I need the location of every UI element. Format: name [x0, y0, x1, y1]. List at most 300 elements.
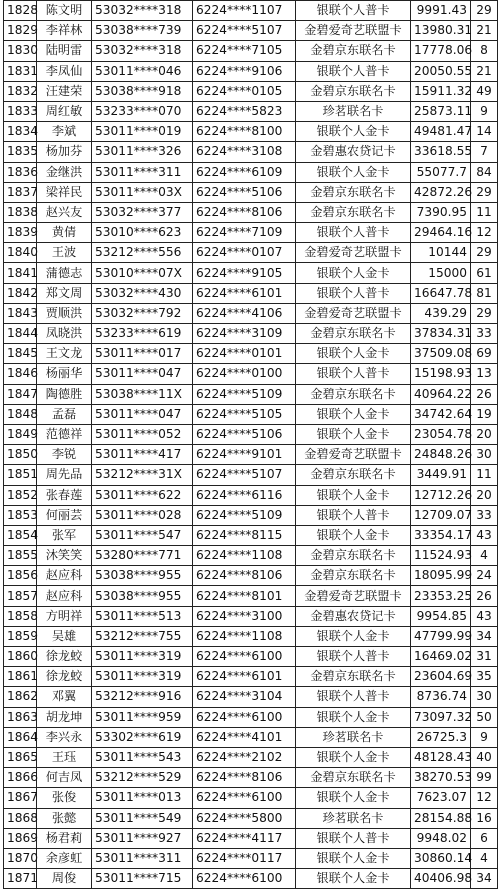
holder-name-cell: 张军 [37, 525, 92, 545]
amount-cell: 439.29 [411, 303, 471, 323]
row-number-cell: 1830 [4, 41, 37, 61]
amount-cell: 13980.31 [411, 21, 471, 41]
count-cell: 30 [471, 445, 498, 465]
table-row [4, 788, 498, 808]
row-number-cell: 1867 [4, 788, 37, 808]
card-type-cell: 银联个人金卡 [296, 626, 411, 646]
holder-name-cell: 赵应科 [37, 566, 92, 586]
card-type-cell: 金碧京东联名卡 [296, 182, 411, 202]
amount-cell: 16469.02 [411, 647, 471, 667]
row-number-cell: 1871 [4, 869, 37, 889]
holder-name-cell: 李凤仙 [37, 61, 92, 81]
id-number-cell: 53011****052 [92, 424, 193, 444]
holder-name-cell: 胡龙坤 [37, 707, 92, 727]
card-type-cell: 珍茗联名卡 [296, 101, 411, 121]
count-cell: 61 [471, 263, 498, 283]
row-number-cell: 1863 [4, 707, 37, 727]
card-number-cell: 6224****6101 [193, 667, 296, 687]
row-number-cell: 1839 [4, 223, 37, 243]
card-number-cell: 6224****5105 [193, 404, 296, 424]
card-type-cell: 金碧京东联名卡 [296, 384, 411, 404]
id-number-cell: 53011****013 [92, 788, 193, 808]
amount-cell: 42872.26 [411, 182, 471, 202]
card-type-cell: 金碧京东联名卡 [296, 768, 411, 788]
table-row [4, 465, 498, 485]
amount-cell: 38270.53 [411, 768, 471, 788]
table-row [4, 182, 498, 202]
amount-cell: 23353.25 [411, 586, 471, 606]
card-number-cell: 6224****9106 [193, 61, 296, 81]
amount-cell: 30860.14 [411, 848, 471, 868]
card-number-cell: 6224****5107 [193, 21, 296, 41]
id-number-cell: 53011****311 [92, 162, 193, 182]
holder-name-cell: 李斌 [37, 122, 92, 142]
row-number-cell: 1854 [4, 525, 37, 545]
holder-name-cell: 周先品 [37, 465, 92, 485]
id-number-cell: 53011****319 [92, 647, 193, 667]
card-number-cell: 6224****0105 [193, 81, 296, 101]
amount-cell: 33354.17 [411, 525, 471, 545]
holder-name-cell: 王波 [37, 243, 92, 263]
card-number-cell: 6224****6116 [193, 485, 296, 505]
table-row [4, 768, 498, 788]
id-number-cell: 53011****311 [92, 848, 193, 868]
card-type-cell: 金碧爱奇艺联盟卡 [296, 586, 411, 606]
count-cell: 12 [471, 223, 498, 243]
card-number-cell: 6224****1107 [193, 1, 296, 21]
card-type-cell: 金碧爱奇艺联盟卡 [296, 303, 411, 323]
count-cell: 4 [471, 546, 498, 566]
amount-cell: 16647.78 [411, 283, 471, 303]
card-number-cell: 6224****6109 [193, 162, 296, 182]
amount-cell: 33618.55 [411, 142, 471, 162]
count-cell: 9 [471, 727, 498, 747]
holder-name-cell: 方明祥 [37, 606, 92, 626]
amount-cell: 12712.26 [411, 485, 471, 505]
card-type-cell: 银联个人金卡 [296, 525, 411, 545]
amount-cell: 15000 [411, 263, 471, 283]
card-number-cell: 6224****6101 [193, 283, 296, 303]
count-cell: 21 [471, 61, 498, 81]
table-row [4, 707, 498, 727]
card-number-cell: 6224****9101 [193, 445, 296, 465]
card-type-cell: 金碧爱奇艺联盟卡 [296, 445, 411, 465]
table-row [4, 41, 498, 61]
amount-cell: 25873.11 [411, 101, 471, 121]
row-number-cell: 1832 [4, 81, 37, 101]
count-cell: 20 [471, 424, 498, 444]
row-number-cell: 1862 [4, 687, 37, 707]
count-cell: 33 [471, 324, 498, 344]
card-number-cell: 6224****0107 [193, 243, 296, 263]
row-number-cell: 1868 [4, 808, 37, 828]
id-number-cell: 53032****318 [92, 1, 193, 21]
table-row [4, 546, 498, 566]
row-number-cell: 1858 [4, 606, 37, 626]
count-cell: 21 [471, 21, 498, 41]
table-row [4, 647, 498, 667]
card-number-cell: 6224****0117 [193, 848, 296, 868]
id-number-cell: 53038****739 [92, 21, 193, 41]
holder-name-cell: 徐龙蛟 [37, 647, 92, 667]
row-number-cell: 1840 [4, 243, 37, 263]
id-number-cell: 53011****959 [92, 707, 193, 727]
count-cell: 4 [471, 848, 498, 868]
row-number-cell: 1859 [4, 626, 37, 646]
card-type-cell: 金碧京东联名卡 [296, 81, 411, 101]
table-row [4, 101, 498, 121]
holder-name-cell: 杨丽华 [37, 364, 92, 384]
holder-name-cell: 赵兴友 [37, 202, 92, 222]
id-number-cell: 53011****715 [92, 869, 193, 889]
table-row [4, 384, 498, 404]
count-cell: 40 [471, 747, 498, 767]
count-cell: 29 [471, 303, 498, 323]
count-cell: 13 [471, 364, 498, 384]
row-number-cell: 1841 [4, 263, 37, 283]
amount-cell: 20050.55 [411, 61, 471, 81]
count-cell: 49 [471, 81, 498, 101]
holder-name-cell: 汪建荣 [37, 81, 92, 101]
holder-name-cell: 张懿 [37, 808, 92, 828]
card-type-cell: 银联个人普卡 [296, 283, 411, 303]
id-number-cell: 53302****619 [92, 727, 193, 747]
table-row [4, 404, 498, 424]
id-number-cell: 53010****07X [92, 263, 193, 283]
table-row [4, 303, 498, 323]
table-row [4, 344, 498, 364]
amount-cell: 17778.06 [411, 41, 471, 61]
holder-name-cell: 李兴永 [37, 727, 92, 747]
count-cell: 16 [471, 808, 498, 828]
amount-cell: 23054.78 [411, 424, 471, 444]
row-number-cell: 1834 [4, 122, 37, 142]
id-number-cell: 53011****017 [92, 344, 193, 364]
card-number-cell: 6224****8100 [193, 122, 296, 142]
card-number-cell: 6224****3109 [193, 324, 296, 344]
table-row [4, 485, 498, 505]
card-number-cell: 6224****3104 [193, 687, 296, 707]
amount-cell: 7623.07 [411, 788, 471, 808]
row-number-cell: 1845 [4, 344, 37, 364]
row-number-cell: 1835 [4, 142, 37, 162]
card-number-cell: 6224****5823 [193, 101, 296, 121]
card-number-cell: 6224****5109 [193, 384, 296, 404]
card-type-cell: 金碧京东联名卡 [296, 324, 411, 344]
amount-cell: 40406.98 [411, 869, 471, 889]
count-cell: 11 [471, 465, 498, 485]
amount-cell: 12709.07 [411, 505, 471, 525]
id-number-cell: 53233****070 [92, 101, 193, 121]
holder-name-cell: 范德祥 [37, 424, 92, 444]
amount-cell: 29464.16 [411, 223, 471, 243]
count-cell: 26 [471, 384, 498, 404]
row-number-cell: 1842 [4, 283, 37, 303]
amount-cell: 15911.32 [411, 81, 471, 101]
amount-cell: 9948.02 [411, 828, 471, 848]
card-type-cell: 金碧爱奇艺联盟卡 [296, 21, 411, 41]
holder-name-cell: 何丽芸 [37, 505, 92, 525]
row-number-cell: 1847 [4, 384, 37, 404]
holder-name-cell: 王文龙 [37, 344, 92, 364]
id-number-cell: 53032****792 [92, 303, 193, 323]
id-number-cell: 53038****11X [92, 384, 193, 404]
id-number-cell: 53212****755 [92, 626, 193, 646]
card-number-cell: 6224****5106 [193, 182, 296, 202]
count-cell: 9 [471, 101, 498, 121]
row-number-cell: 1828 [4, 1, 37, 21]
row-number-cell: 1864 [4, 727, 37, 747]
holder-name-cell: 吴雄 [37, 626, 92, 646]
row-number-cell: 1855 [4, 546, 37, 566]
row-number-cell: 1837 [4, 182, 37, 202]
table-row [4, 263, 498, 283]
holder-name-cell: 王珏 [37, 747, 92, 767]
holder-name-cell: 梁祥民 [37, 182, 92, 202]
amount-cell: 10144 [411, 243, 471, 263]
card-type-cell: 银联个人金卡 [296, 747, 411, 767]
holder-name-cell: 徐龙蛟 [37, 667, 92, 687]
holder-name-cell: 何吉凤 [37, 768, 92, 788]
card-type-cell: 金碧京东联名卡 [296, 667, 411, 687]
amount-cell: 11524.93 [411, 546, 471, 566]
card-number-cell: 6224****5107 [193, 465, 296, 485]
row-number-cell: 1831 [4, 61, 37, 81]
count-cell: 50 [471, 707, 498, 727]
count-cell: 14 [471, 122, 498, 142]
holder-name-cell: 陈文明 [37, 1, 92, 21]
card-number-cell: 6224****8106 [193, 202, 296, 222]
amount-cell: 8736.74 [411, 687, 471, 707]
id-number-cell: 53011****03X [92, 182, 193, 202]
id-number-cell: 53038****955 [92, 566, 193, 586]
card-number-cell: 6224****5109 [193, 505, 296, 525]
card-number-cell: 6224****6100 [193, 707, 296, 727]
table-row [4, 606, 498, 626]
id-number-cell: 53212****31X [92, 465, 193, 485]
card-type-cell: 银联个人普卡 [296, 687, 411, 707]
card-type-cell: 金碧爱奇艺联盟卡 [296, 243, 411, 263]
holder-name-cell: 赵应科 [37, 586, 92, 606]
card-number-cell: 6224****6100 [193, 647, 296, 667]
table-row [4, 687, 498, 707]
row-number-cell: 1857 [4, 586, 37, 606]
card-type-cell: 金碧惠农贷记卡 [296, 606, 411, 626]
card-number-cell: 6224****6100 [193, 788, 296, 808]
amount-cell: 55077.7 [411, 162, 471, 182]
id-number-cell: 53212****529 [92, 768, 193, 788]
card-number-cell: 6224****6100 [193, 869, 296, 889]
card-number-cell: 6224****0101 [193, 344, 296, 364]
table-row [4, 1, 498, 21]
holder-name-cell: 周红敏 [37, 101, 92, 121]
holder-name-cell: 沐笑笑 [37, 546, 92, 566]
id-number-cell: 53038****955 [92, 586, 193, 606]
row-number-cell: 1829 [4, 21, 37, 41]
table-row [4, 505, 498, 525]
amount-cell: 26725.3 [411, 727, 471, 747]
count-cell: 29 [471, 1, 498, 21]
count-cell: 84 [471, 162, 498, 182]
row-number-cell: 1844 [4, 324, 37, 344]
count-cell: 24 [471, 566, 498, 586]
row-number-cell: 1856 [4, 566, 37, 586]
id-number-cell: 53011****513 [92, 606, 193, 626]
table-row [4, 223, 498, 243]
holder-name-cell: 凤晓洪 [37, 324, 92, 344]
amount-cell: 73097.32 [411, 707, 471, 727]
table-row [4, 525, 498, 545]
amount-cell: 37509.08 [411, 344, 471, 364]
card-type-cell: 银联个人金卡 [296, 707, 411, 727]
id-number-cell: 53011****417 [92, 445, 193, 465]
id-number-cell: 53011****319 [92, 667, 193, 687]
id-number-cell: 53233****619 [92, 324, 193, 344]
card-number-cell: 6224****4106 [193, 303, 296, 323]
card-type-cell: 金碧京东联名卡 [296, 465, 411, 485]
table-row [4, 566, 498, 586]
row-number-cell: 1833 [4, 101, 37, 121]
count-cell: 99 [471, 768, 498, 788]
card-type-cell: 银联个人金卡 [296, 344, 411, 364]
count-cell: 43 [471, 525, 498, 545]
card-number-cell: 6224****7105 [193, 41, 296, 61]
count-cell: 20 [471, 485, 498, 505]
card-number-cell: 6224****7109 [193, 223, 296, 243]
card-number-cell: 6224****3100 [193, 606, 296, 626]
table-row [4, 162, 498, 182]
card-type-cell: 金碧惠农贷记卡 [296, 142, 411, 162]
count-cell: 6 [471, 828, 498, 848]
count-cell: 43 [471, 606, 498, 626]
table-row [4, 324, 498, 344]
row-number-cell: 1848 [4, 404, 37, 424]
amount-cell: 48128.43 [411, 747, 471, 767]
card-number-cell: 6224****8106 [193, 566, 296, 586]
amount-cell: 23604.69 [411, 667, 471, 687]
row-number-cell: 1866 [4, 768, 37, 788]
id-number-cell: 53011****019 [92, 122, 193, 142]
card-type-cell: 银联个人金卡 [296, 485, 411, 505]
count-cell: 81 [471, 283, 498, 303]
card-type-cell: 银联个人金卡 [296, 263, 411, 283]
count-cell: 11 [471, 202, 498, 222]
amount-cell: 28154.88 [411, 808, 471, 828]
card-number-cell: 6224****5106 [193, 424, 296, 444]
amount-cell: 18095.99 [411, 566, 471, 586]
card-type-cell: 银联个人普卡 [296, 364, 411, 384]
row-number-cell: 1853 [4, 505, 37, 525]
row-number-cell: 1850 [4, 445, 37, 465]
table-row [4, 445, 498, 465]
card-type-cell: 银联个人普卡 [296, 647, 411, 667]
row-number-cell: 1852 [4, 485, 37, 505]
card-number-cell: 6224****0100 [193, 364, 296, 384]
holder-name-cell: 杨加芬 [37, 142, 92, 162]
row-number-cell: 1861 [4, 667, 37, 687]
card-number-cell: 6224****5800 [193, 808, 296, 828]
holder-name-cell: 邓翼 [37, 687, 92, 707]
card-type-cell: 金碧京东联名卡 [296, 202, 411, 222]
card-type-cell: 金碧京东联名卡 [296, 41, 411, 61]
holder-name-cell: 张俊 [37, 788, 92, 808]
card-type-cell: 银联个人金卡 [296, 162, 411, 182]
card-number-cell: 6224****1108 [193, 626, 296, 646]
count-cell: 35 [471, 667, 498, 687]
count-cell: 12 [471, 788, 498, 808]
count-cell: 31 [471, 647, 498, 667]
card-number-cell: 6224****4117 [193, 828, 296, 848]
amount-cell: 3449.91 [411, 465, 471, 485]
id-number-cell: 53011****028 [92, 505, 193, 525]
card-type-cell: 银联个人普卡 [296, 223, 411, 243]
amount-cell: 40964.22 [411, 384, 471, 404]
table-row [4, 828, 498, 848]
count-cell: 29 [471, 243, 498, 263]
holder-name-cell: 陆明雷 [37, 41, 92, 61]
row-number-cell: 1869 [4, 828, 37, 848]
amount-cell: 9991.43 [411, 1, 471, 21]
row-number-cell: 1851 [4, 465, 37, 485]
card-type-cell: 珍茗联名卡 [296, 808, 411, 828]
card-type-cell: 银联个人普卡 [296, 1, 411, 21]
row-number-cell: 1849 [4, 424, 37, 444]
card-number-cell: 6224****1108 [193, 546, 296, 566]
table-body [4, 1, 498, 889]
card-type-cell: 珍茗联名卡 [296, 727, 411, 747]
count-cell: 7 [471, 142, 498, 162]
table-row [4, 364, 498, 384]
holder-name-cell: 孟磊 [37, 404, 92, 424]
id-number-cell: 53212****556 [92, 243, 193, 263]
table-row [4, 424, 498, 444]
id-number-cell: 53280****771 [92, 546, 193, 566]
id-number-cell: 53032****377 [92, 202, 193, 222]
table-row [4, 848, 498, 868]
count-cell: 34 [471, 869, 498, 889]
id-number-cell: 53011****543 [92, 747, 193, 767]
table-row [4, 142, 498, 162]
table-row [4, 808, 498, 828]
table-row [4, 21, 498, 41]
card-type-cell: 金碧京东联名卡 [296, 566, 411, 586]
holder-name-cell: 陶德胜 [37, 384, 92, 404]
card-type-cell: 银联个人金卡 [296, 424, 411, 444]
card-type-cell: 金碧京东联名卡 [296, 546, 411, 566]
card-type-cell: 银联个人普卡 [296, 505, 411, 525]
card-number-cell: 6224****8101 [193, 586, 296, 606]
id-number-cell: 53010****623 [92, 223, 193, 243]
count-cell: 8 [471, 41, 498, 61]
id-number-cell: 53011****547 [92, 525, 193, 545]
count-cell: 34 [471, 626, 498, 646]
card-number-cell: 6224****9105 [193, 263, 296, 283]
card-record-table [3, 0, 498, 889]
table-row [4, 747, 498, 767]
card-type-cell: 银联个人金卡 [296, 848, 411, 868]
holder-name-cell: 黄倩 [37, 223, 92, 243]
table-row [4, 667, 498, 687]
amount-cell: 37834.31 [411, 324, 471, 344]
card-number-cell: 6224****3108 [193, 142, 296, 162]
holder-name-cell: 蒲德志 [37, 263, 92, 283]
table-row [4, 202, 498, 222]
amount-cell: 15198.93 [411, 364, 471, 384]
count-cell: 29 [471, 182, 498, 202]
row-number-cell: 1865 [4, 747, 37, 767]
card-type-cell: 银联个人普卡 [296, 61, 411, 81]
amount-cell: 7390.95 [411, 202, 471, 222]
